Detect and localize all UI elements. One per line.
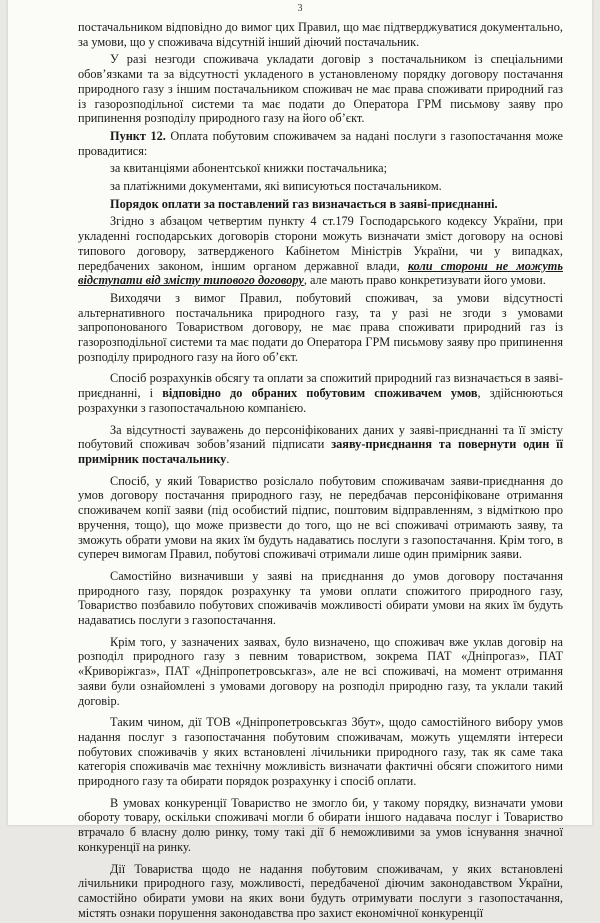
paragraph-text: Самостійно визначивши у заяві на приєднання до умов договору постачання природного газу, порядок розрахунку та умови оплати спожитого природного газу, Товариство позбавило побутових споживачів можливості обирати умови на яких їм будуть надаватись послуги з газопостачання. [78,568,563,628]
paragraph-text: , але мають право конкретизувати його умови. [303,273,546,288]
emphasized-text: відповідно до обраних побутовим споживачем умов [162,386,478,401]
paragraph-text: Спосіб розрахунків обсягу та оплати за спожитий природний газ визначається в заяві-приєднанні, і [78,371,563,401]
paragraph-text: Оплата побутовим споживачем за надані послуги з газопостачання може провадитися: [78,128,563,158]
paragraph [78,371,563,415]
emphasized-text: коли сторони не можуть відступати від змісту типового договору [78,258,563,288]
paragraph-text: Спосіб, у який Товариство розіслало побутовим споживачам заяви-приєднання до умов договору постачання природного газу, не передбачав персоніфіковане отримання споживачем копії заяви (під особистий підпис, поштовим відправленням, з відміткою про вручення, тощо), що може призвести до того, що не всі споживачі отримають заяву, та зможуть обрати умови на яких їм будуть надаватись послуги з газопостачання. Крім того, в супереч вимогам Правил, побутові споживачі отримали лише один примірник заяви. [78,473,563,562]
paragraph [78,796,563,855]
paragraph-text: Таким чином, дії ТОВ «Дніпропетровськгаз Збут», щодо самостійного вибору умов надання послуг з газопостачання побутовим споживачам, можуть ущемляти інтереси побутових споживачів у яких встановлені лічильники природного газу, так як саме така категорія споживачів має технічну можливість визначати фактичні обсяги спожитого ними природного газу та обирати порядок розрахунку і спосіб оплати. [78,715,563,789]
paragraph-text: В умовах конкуренції Товариство не змогло би, у такому порядку, визначати умови обороту товару, оскільки споживачі могли б обирати іншого надавача послуг і Товариство втрачало б власну долю ринку, тому такі дії б неможливими за умов існування значної конкуренції на ринку. [78,795,563,854]
paragraph [78,569,563,628]
paragraph [78,214,563,288]
paragraph-text: , здійснюються розрахунки з газопостачальною компанією. [78,386,563,415]
paragraph [78,474,563,562]
emphasized-text: заяву-приєднання та повернути один її примірник постачальнику [78,437,563,466]
page-number: 3 [297,3,303,14]
paragraph-text: Згідно з абзацом четвертим пункту 4 ст.179 Господарського кодексу України, при укладенні господарських договорів сторони можуть визначати зміст договору на основі типового договору, затвердженого Кабінетом Міністрів України, чи у випадках, передбачених законом, іншим органом державної влади, [78,214,563,273]
document-body [78,20,563,923]
paragraph-text: за квитанціями абонентської книжки постачальника; [110,161,388,176]
paragraph-text: постачальником відповідно до вимог цих Правил, що має підтверджуватися документально, за умови, що у споживача відсутній інший діючий постачальник. [78,20,563,49]
paragraph [78,161,563,176]
paragraph-text: . [226,451,230,466]
paragraph [78,715,563,789]
paragraph [78,179,563,194]
paragraph [78,129,563,158]
emphasized-text: Пункт 12. [110,128,166,143]
emphasized-text: Порядок оплати за поставлений газ визначається в заяві-приєднанні. [110,196,498,211]
paragraph-text: за платіжними документами, які виписуються постачальником. [110,179,442,194]
paragraph [78,291,563,365]
paragraph-text: У разі незгоди споживача укладати договір з постачальником із спеціальними обов’язками та за відсутності укладеного в установленому порядку договору постачання природного газу з іншим постачальником споживач не має права споживати природний газ із газорозподільної системи та має подати до Оператора ГРМ письмову заяву про припинення розподілу природного газу на його об’єкт. [78,52,563,126]
paragraph [78,635,563,709]
paragraph [78,197,563,212]
paragraph-text: За відсутності зауважень до персоніфікованих даних у заяві-приєднанні та її змісту побутовий споживач зобов’язаний підписати [78,422,563,452]
paragraph [78,862,563,921]
paragraph-text: Виходячи з вимог Правил, побутовий споживач, за умови відсутності альтернативного постачальника природного газу, та у разі не згоди з умовами запропонованого Товариством договору, не має права споживати природний газ із газорозподільної системи та має подати до Оператора ГРМ письмову заяву про припинення розподілу природного газу на його об’єкт. [78,290,563,364]
paragraph [78,52,563,126]
paragraph-text: Дії Товариства щодо не надання побутовим споживачам, у яких встановлені лічильники природного газу, можливості, передбаченої діючим законодавством України, самостійно обирати умови на яких вони будуть отримувати послуги з газопостачання, містять ознаки порушення законодавства про захист економічної конкуренції [78,861,563,920]
paragraph-text: Крім того, у зазначених заявах, було визначено, що споживач вже уклав договір на розподіл природного газу з певним товариством, зокрема ПАТ «Дніпрогаз», ПАТ «Криворіжгаз», ПАТ «Дніпропетровськгаз», але не всі споживачі, на момент отримання заяви були ознайомлені з умовами договору на розподіл природню газу, та уклали такий договір. [78,634,563,708]
document-page [8,0,592,920]
paragraph [78,20,563,49]
paragraph [78,423,563,467]
